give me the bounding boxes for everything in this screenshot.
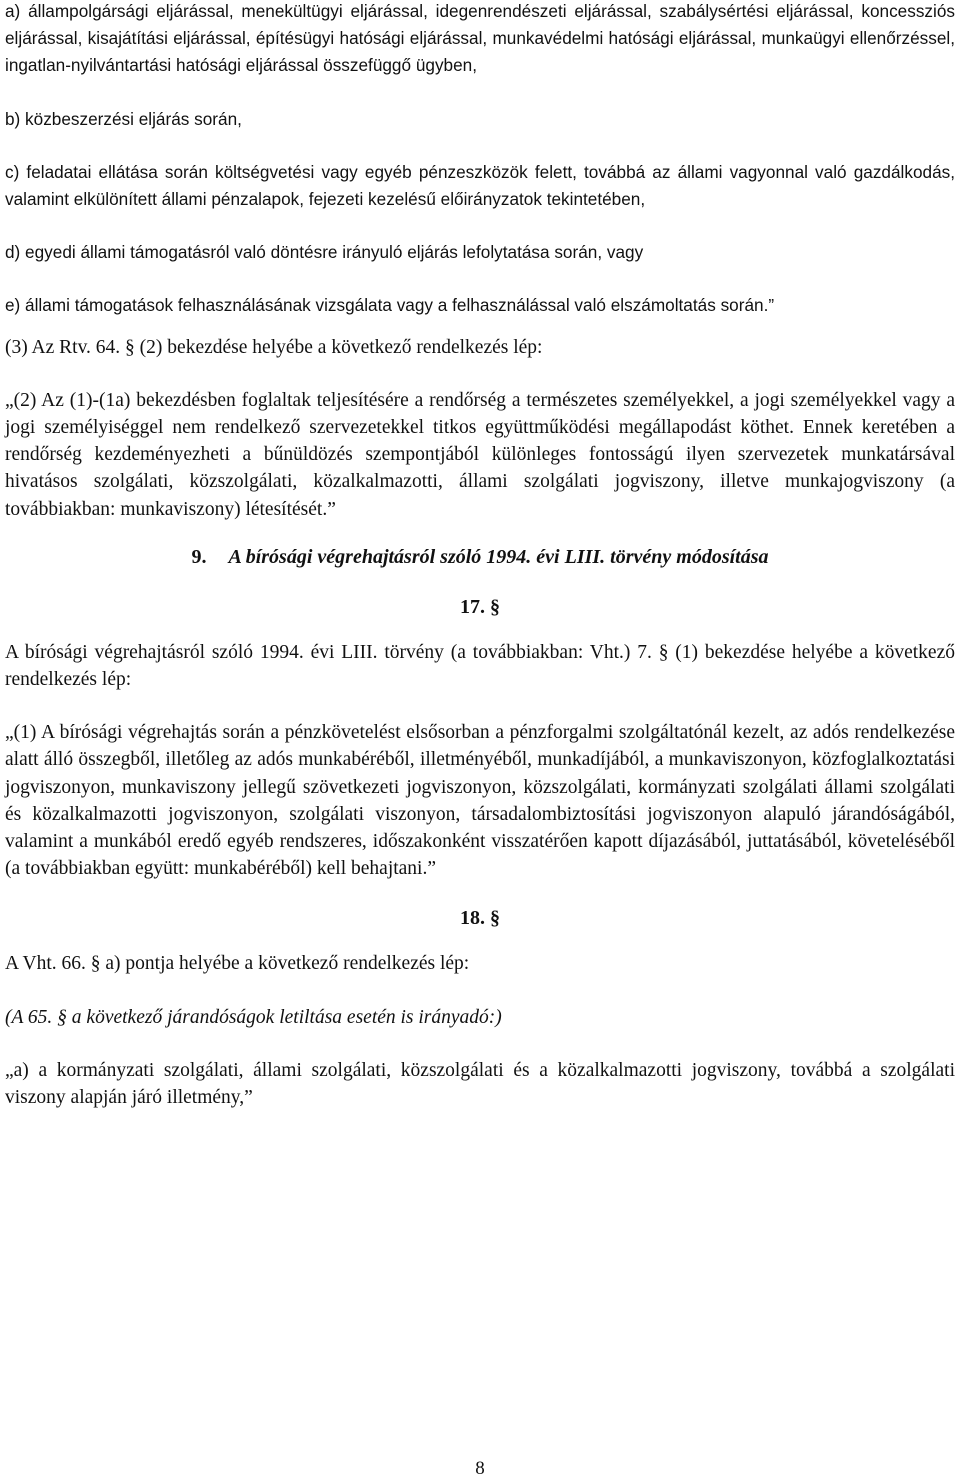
chapter-number: 9. xyxy=(191,545,207,568)
section-17-intro: A bírósági végrehajtásról szóló 1994. évi LIII. törvény (a továbbiakban: Vht.) 7. § (1) bekezdése helyébe a következő rendelkezés lép: xyxy=(5,641,955,691)
rtv-intro: (3) Az Rtv. 64. § (2) bekezdése helyébe a következő rendelkezés lép: xyxy=(5,336,543,358)
item-c: c) feladatai ellátása során költségvetési vagy egyéb pénzeszközök felett, továbbá az állami vagyonnal való gazdálkodás, valamint elkülönített állami pénzalapok, fejezeti kezelésű előirányzatok tekintetében, xyxy=(5,161,955,210)
item-e: e) állami támogatások felhasználásának vizsgálata vagy a felhasználással való elszámoltatás során.” xyxy=(5,295,775,316)
section-18-intro: A Vht. 66. § a) pontja helyébe a következő rendelkezés lép: xyxy=(5,953,470,975)
item-b: b) közbeszerzési eljárás során, xyxy=(5,108,242,129)
rtv-amendment-text: „(2) Az (1)-(1a) bekezdésben foglaltak teljesítésére a rendőrség a természetes személyekkel, a jogi személyekkel vagy a jogi személyiséggel nem rendelkező szervezetekkel titkos együttműködési megállapodást köthet. Ennek keretében a rendőrség kezdeményezheti a bűnüldözés szempontjából különleges fontosságú ilyen szervezetek munkatársával hivatásos szolgálati, közszolgálati, közalkalmazotti, állami szolgálati jogviszony, illetve munkajogviszony (a továbbiakban: munkaviszony) létesítését.” xyxy=(5,389,955,520)
chapter-title: A bírósági végrehajtásról szóló 1994. évi LIII. törvény módosítása xyxy=(228,545,769,568)
section-18-label: 18. § xyxy=(460,907,500,930)
section-18-text: „a) a kormányzati szolgálati, állami szolgálati, közszolgálati és a közalkalmazotti jogviszony, továbbá a szolgálati viszony alapján járó illetmény,” xyxy=(5,1059,955,1109)
section-18-context: (A 65. § a következő járandóságok letiltása esetén is irányadó:) xyxy=(5,1006,502,1028)
document-page xyxy=(5,0,955,1111)
section-17-label: 17. § xyxy=(460,595,500,618)
chapter-heading xyxy=(5,543,955,571)
item-d: d) egyedi állami támogatásról való döntésre irányuló eljárás lefolytatása során, vagy xyxy=(5,242,644,263)
section-17-text: „(1) A bírósági végrehajtás során a pénzkövetelést elsősorban a pénzforgalmi szolgáltatónál kezelt, az adós rendelkezése alatt álló összegből, illetőleg az adós munkabéréből, illetményéből, munkadíjából, a munkaviszonyon, közfoglalkoztatási jogviszonyon, munkaviszony jellegű szövetkezeti jogviszonyon, közszolgálati, kormányzati szolgálati állami szolgálati és közalkalmazotti jogviszonyon, szolgálati viszonyon, társadalombiztosítási jogviszonyon alapuló járandóságából, valamint a munkából eredő egyéb rendszeres, időszakonként visszatérően kapott díjazásából, juttatásából, követeléséből (a továbbiakban együtt: munkabéréből) kell behajtani.” xyxy=(5,722,955,880)
item-a: a) állampolgársági eljárással, menekültügyi eljárással, idegenrendészeti eljárással, szabálysértési eljárással, koncessziós eljárással, kisajátítási eljárással, építésügyi hatósági eljárással, munkavédelmi hatósági eljárással, munkaügyi ellenőrzéssel, ingatlan-nyilvántartási hatósági eljárással összefüggő ügyben, xyxy=(5,1,955,76)
page-number: 8 xyxy=(475,1458,485,1479)
